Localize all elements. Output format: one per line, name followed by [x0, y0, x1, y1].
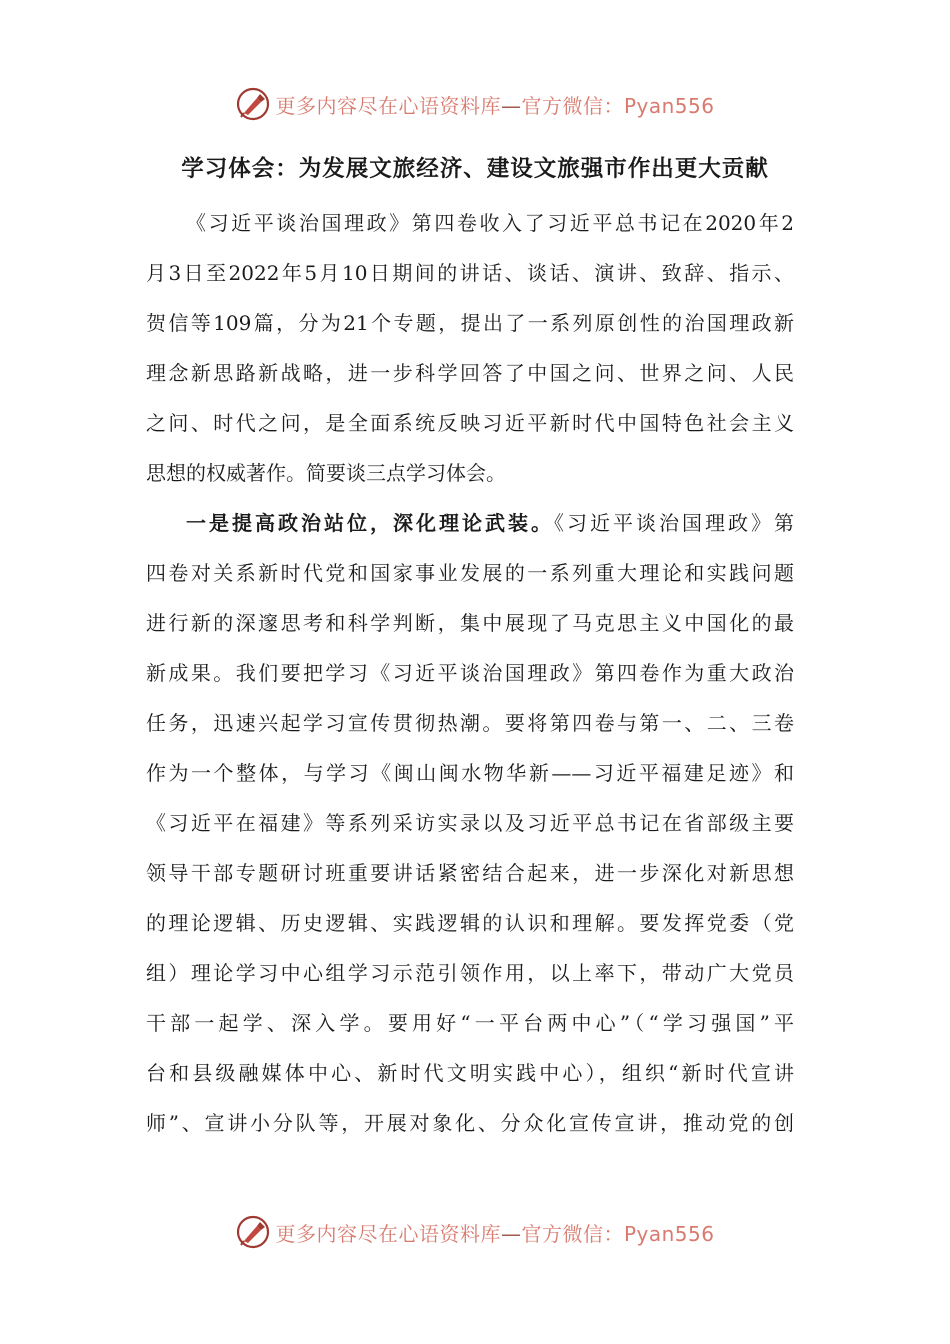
text-line: 师”、宣讲小分队等，开展对象化、分众化宣传宣讲，推动党的创 — [146, 1111, 794, 1135]
text-line: 《习近平在福建》等系列采访实录以及习近平总书记在省部级主要 — [146, 811, 794, 835]
section-lead: 一是提高政治站位，深化理论武装。 — [186, 511, 554, 535]
footer-banner — [0, 1212, 950, 1252]
text-line: 之问、时代之问，是全面系统反映习近平新时代中国特色社会主义 — [146, 411, 794, 435]
document-title: 学习体会：为发展文旅经济、建设文旅强市作出更大贡献 — [181, 156, 769, 182]
text-line: 贺信等109篇，分为21个专题，提出了一系列原创性的治国理政新 — [146, 311, 794, 335]
text-line: 《习近平谈治国理政》第四卷收入了习近平总书记在2020年2 — [186, 211, 794, 235]
pen-nib-circle-icon — [235, 1214, 271, 1250]
text-line: 领导干部专题研讨班重要讲话紧密结合起来，进一步深化对新思想 — [146, 861, 794, 885]
text-line: 任务，迅速兴起学习宣传贯彻热潮。要将第四卷与第一、二、三卷 — [146, 711, 794, 735]
text-line: 四卷对关系新时代党和国家事业发展的一系列重大理论和实践问题 — [146, 561, 794, 585]
banner-text: 更多内容尽在心语资料库—官方微信：Pyan556 — [275, 1221, 715, 1246]
header-banner — [0, 84, 950, 124]
paragraph-intro — [146, 198, 794, 498]
paragraph-point-one — [146, 498, 794, 1148]
pen-nib-circle-icon — [235, 86, 271, 122]
document-body — [146, 198, 794, 1148]
banner-text: 更多内容尽在心语资料库—官方微信：Pyan556 — [275, 93, 715, 118]
text-line: 一是提高政治站位，深化理论武装。《习近平谈治国理政》第 — [186, 511, 794, 535]
text-line: 月3日至2022年5月10日期间的讲话、谈话、演讲、致辞、指示、 — [146, 261, 794, 285]
text-line: 进行新的深邃思考和科学判断，集中展现了马克思主义中国化的最 — [146, 611, 794, 635]
text-line: 干部一起学、深入学。要用好“一平台两中心”（“学习强国”平 — [146, 1011, 794, 1035]
text-line: 组）理论学习中心组学习示范引领作用，以上率下，带动广大党员 — [146, 961, 794, 985]
text-line: 台和县级融媒体中心、新时代文明实践中心），组织“新时代宣讲 — [146, 1061, 794, 1085]
text-line: 作为一个整体，与学习《闽山闽水物华新——习近平福建足迹》和 — [146, 761, 794, 785]
text-line: 理念新思路新战略，进一步科学回答了中国之问、世界之问、人民 — [146, 361, 794, 385]
text-line: 思想的权威著作。简要谈三点学习体会。 — [146, 461, 506, 485]
text-line: 新成果。我们要把学习《习近平谈治国理政》第四卷作为重大政治 — [146, 661, 794, 685]
text-line: 的理论逻辑、历史逻辑、实践逻辑的认识和理解。要发挥党委（党 — [146, 911, 794, 935]
